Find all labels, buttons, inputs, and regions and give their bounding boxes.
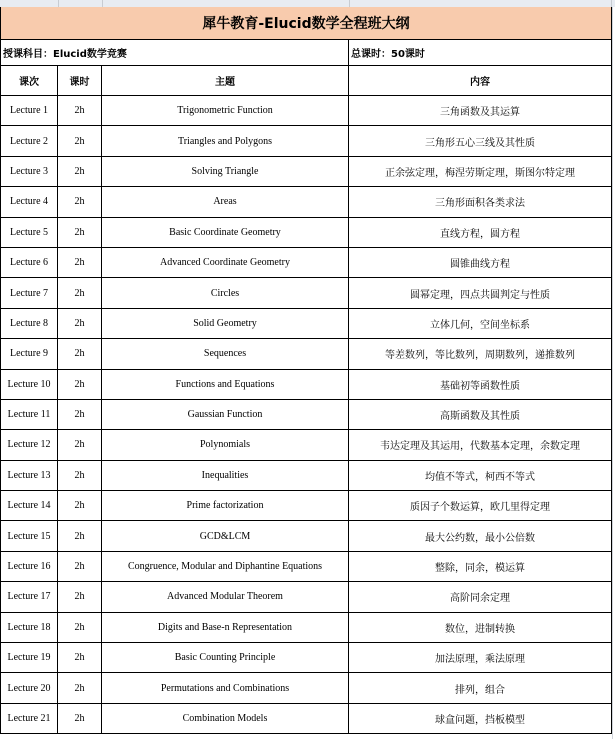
content-cell[interactable]: 等差数列，等比数列，周期数列，递推数列 [385, 350, 575, 362]
hours-cell[interactable]: 2h [58, 704, 102, 733]
content-cell[interactable]: 数位，进制转换 [445, 623, 515, 635]
content-cell[interactable]: 加法原理，乘法原理 [435, 654, 525, 666]
lesson-cell[interactable]: Lecture 4 [1, 187, 58, 216]
content-cell[interactable]: 高斯函数及其性质 [440, 411, 520, 423]
topic-cell[interactable]: Triangles and Polygons [102, 126, 349, 155]
topic-cell[interactable]: GCD&LCM [102, 521, 349, 550]
content-cell[interactable]: 球盒问题，挡板模型 [435, 715, 525, 726]
table-row [0, 309, 612, 339]
topic-cell[interactable]: Gaussian Function [102, 400, 349, 429]
table-row [0, 521, 612, 551]
table-row [0, 218, 612, 248]
hours-cell[interactable]: 2h [58, 96, 102, 125]
lesson-cell[interactable]: Lecture 2 [1, 126, 58, 155]
lesson-cell[interactable]: Lecture 14 [1, 491, 58, 520]
lesson-cell[interactable]: Lecture 21 [1, 704, 58, 733]
lesson-cell[interactable]: Lecture 12 [1, 430, 58, 459]
table-header [0, 66, 612, 96]
content-cell[interactable]: 圆锥曲线方程 [450, 259, 510, 271]
topic-cell[interactable]: Functions and Equations [102, 370, 349, 399]
lesson-cell[interactable]: Lecture 7 [1, 278, 58, 307]
topic-cell[interactable]: Inequalities [102, 461, 349, 490]
hours-cell[interactable]: 2h [58, 491, 102, 520]
topic-cell[interactable]: Trigonometric Function [102, 96, 349, 125]
table-row [0, 96, 612, 126]
content-cell[interactable]: 正余弦定理，梅涅劳斯定理，斯图尔特定理 [385, 167, 575, 179]
hours-cell[interactable]: 2h [58, 430, 102, 459]
topic-cell[interactable]: Areas [102, 187, 349, 216]
topic-cell[interactable]: Basic Coordinate Geometry [102, 218, 349, 247]
content-cell[interactable]: 高阶同余定理 [450, 593, 510, 605]
hours-cell[interactable]: 2h [58, 157, 102, 186]
content-cell[interactable]: 排列，组合 [455, 684, 505, 696]
content-cell[interactable]: 基础初等函数性质 [440, 380, 520, 392]
hours-cell[interactable]: 2h [58, 521, 102, 550]
table-row [0, 400, 612, 430]
content-cell[interactable]: 质因子个数运算，欧几里得定理 [410, 502, 550, 514]
lesson-cell[interactable]: Lecture 8 [1, 309, 58, 338]
lesson-cell[interactable]: Lecture 17 [1, 582, 58, 611]
lesson-cell[interactable]: Lecture 18 [1, 613, 58, 642]
hours-cell[interactable]: 2h [58, 461, 102, 490]
table-row [0, 461, 612, 491]
content-cell[interactable]: 最大公约数，最小公倍数 [425, 532, 535, 544]
lesson-cell[interactable]: Lecture 5 [1, 218, 58, 247]
topic-cell[interactable]: Permutations and Combinations [102, 673, 349, 702]
header-lesson[interactable]: 课次 [1, 66, 58, 95]
table-row [0, 491, 612, 521]
topic-cell[interactable]: Sequences [102, 339, 349, 368]
lesson-cell[interactable]: Lecture 9 [1, 339, 58, 368]
table-row [0, 552, 612, 582]
hours-cell[interactable]: 2h [58, 309, 102, 338]
hours-cell[interactable]: 2h [58, 339, 102, 368]
topic-cell[interactable]: Combination Models [102, 704, 349, 733]
lesson-cell[interactable]: Lecture 3 [1, 157, 58, 186]
table-row [0, 704, 612, 734]
header-hours[interactable]: 课时 [58, 66, 102, 95]
topic-cell[interactable]: Solid Geometry [102, 309, 349, 338]
table-row [0, 613, 612, 643]
hours-cell[interactable]: 2h [58, 400, 102, 429]
header-topic[interactable]: 主题 [102, 66, 349, 95]
topic-cell[interactable]: Prime factorization [102, 491, 349, 520]
content-cell[interactable]: 三角形面积各类求法 [435, 198, 525, 210]
topic-cell[interactable]: Advanced Modular Theorem [102, 582, 349, 611]
info-row [0, 40, 612, 66]
table-row [0, 248, 612, 278]
sheet-title[interactable]: 犀牛教育-Elucid数学全程班大纲 [0, 7, 612, 40]
table-row [0, 582, 612, 612]
table-row [0, 370, 612, 400]
lesson-cell[interactable]: Lecture 1 [1, 96, 58, 125]
hours-cell[interactable]: 2h [58, 278, 102, 307]
topic-cell[interactable]: Advanced Coordinate Geometry [102, 248, 349, 277]
hours-cell[interactable]: 2h [58, 643, 102, 672]
topic-cell[interactable]: Congruence, Modular and Diphantine Equations [102, 552, 349, 581]
topic-cell[interactable]: Circles [102, 278, 349, 307]
table-row [0, 126, 612, 156]
content-cell[interactable]: 直线方程，圆方程 [440, 228, 520, 240]
table-row [0, 673, 612, 703]
topic-cell[interactable]: Digits and Base-n Representation [102, 613, 349, 642]
content-cell[interactable]: 三角形五心三线及其性质 [425, 137, 535, 149]
topic-cell[interactable]: Basic Counting Principle [102, 643, 349, 672]
hours-cell[interactable]: 2h [58, 673, 102, 702]
table-row [0, 187, 612, 217]
table-row [0, 278, 612, 308]
lesson-cell[interactable]: Lecture 13 [1, 461, 58, 490]
course-outline-sheet [0, 7, 612, 734]
content-cell[interactable]: 立体几何，空间坐标系 [430, 319, 530, 331]
lesson-cell[interactable]: Lecture 11 [1, 400, 58, 429]
content-cell[interactable]: 圆幂定理，四点共圆判定与性质 [410, 289, 550, 301]
lesson-cell[interactable]: Lecture 15 [1, 521, 58, 550]
table-row [0, 157, 612, 187]
header-content[interactable]: 内容 [470, 77, 490, 88]
topic-cell[interactable]: Polynomials [102, 430, 349, 459]
lesson-cell[interactable]: Lecture 16 [1, 552, 58, 581]
content-cell[interactable]: 三角函数及其运算 [440, 107, 520, 119]
total-hours-cell[interactable]: 总课时：50课时 [351, 49, 425, 60]
content-cell[interactable]: 均值不等式，柯西不等式 [425, 471, 535, 483]
table-row [0, 339, 612, 369]
content-cell[interactable]: 整除，同余，模运算 [435, 563, 525, 575]
hours-cell[interactable]: 2h [58, 582, 102, 611]
table-row [0, 643, 612, 673]
hours-cell[interactable]: 2h [58, 613, 102, 642]
table-row [0, 430, 612, 460]
lesson-cell[interactable]: Lecture 10 [1, 370, 58, 399]
topic-cell[interactable]: Solving Triangle [102, 157, 349, 186]
content-cell[interactable]: 韦达定理及其运用，代数基本定理，余数定理 [380, 441, 580, 453]
hours-cell[interactable]: 2h [58, 370, 102, 399]
lesson-cell[interactable]: Lecture 20 [1, 673, 58, 702]
hours-cell[interactable]: 2h [58, 248, 102, 277]
hours-cell[interactable]: 2h [58, 218, 102, 247]
hours-cell[interactable]: 2h [58, 552, 102, 581]
hours-cell[interactable]: 2h [58, 126, 102, 155]
lesson-cell[interactable]: Lecture 19 [1, 643, 58, 672]
lesson-cell[interactable]: Lecture 6 [1, 248, 58, 277]
hours-cell[interactable]: 2h [58, 187, 102, 216]
subject-cell[interactable]: 授课科目：Elucid数学竞赛 [1, 40, 349, 65]
